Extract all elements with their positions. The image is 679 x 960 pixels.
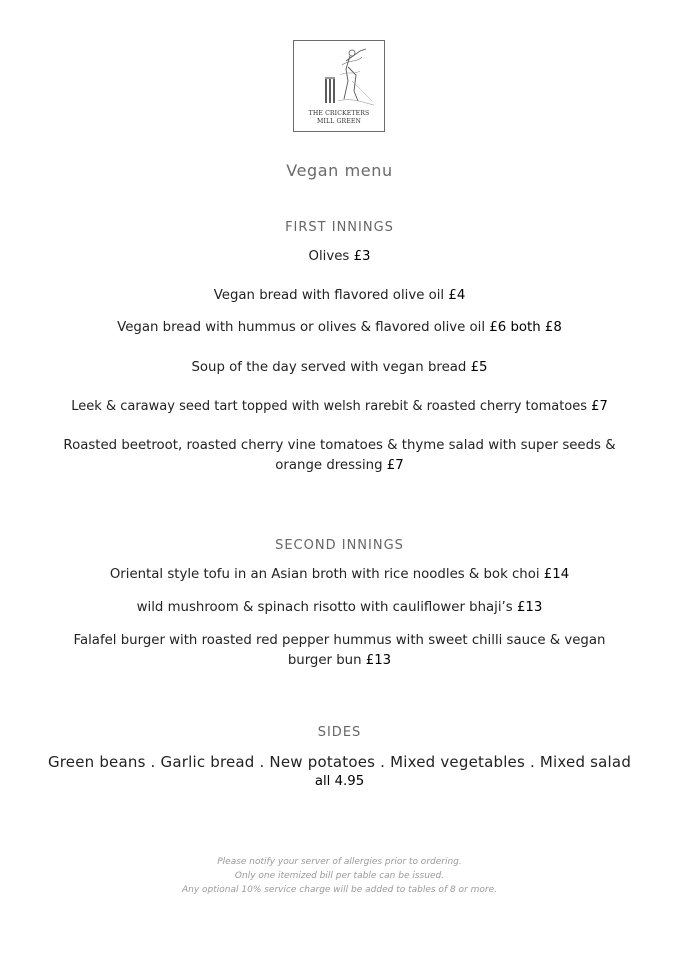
footer-note-bill: Only one itemized bill per table can be issued. [234,871,445,881]
logo-text-line2: MILL GREEN [316,118,361,125]
logo-text-line1: THE CRICKETERS [308,110,370,117]
menu-item [40,358,639,378]
menu-item-text: Roasted beetroot, roasted cherry vine tomatoes & thyme salad with super seeds & orange dressing [63,438,616,473]
menu-item-price: £14 [543,567,570,582]
menu-item-price: £5 [470,360,488,375]
footer-note-allergies: Please notify your server of allergies prior to ordering. [217,857,462,867]
sides-list: Green beans . Garlic bread . New potatoes . Mixed vegetables . Mixed salad [47,753,632,771]
menu-item-price: £3 [353,249,371,264]
menu-item [10,397,669,417]
menu-item-price: £7 [591,399,608,414]
menu-item-text: Vegan bread with hummus or olives & flavored olive oil [117,320,490,335]
section-heading-sides: SIDES [317,725,362,740]
menu-item-text: Leek & caraway seed tart topped with welsh rarebit & roasted cherry tomatoes [71,399,592,414]
menu-item-price: £7 [386,458,404,473]
footer-note-service-charge: Any optional 10% service charge will be added to tables of 8 or more. [181,885,497,895]
menu-item-price: £4 [448,288,466,303]
menu-item-price: £6 both £8 [489,320,562,335]
menu-item-text: Olives [308,249,354,264]
menu-item-price: £13 [365,653,392,668]
menu-item-text: Vegan bread with flavored olive oil [213,288,449,303]
menu-item-price: £13 [516,600,543,615]
menu-item [55,631,624,671]
menu-item [60,436,619,476]
menu-title: Vegan menu [286,161,393,180]
menu-item [40,286,639,306]
sides-price: all 4.95 [314,774,365,789]
menu-item [40,565,639,585]
menu-item-text: Falafel burger with roasted red pepper hummus with sweet chilli sauce & vegan burger bun [73,633,606,668]
menu-item-text: wild mushroom & spinach risotto with cauliflower bhaji’s [136,600,517,615]
menu-item [40,247,639,267]
menu-item-text: Soup of the day served with vegan bread [191,360,471,375]
menu-item [20,318,659,338]
restaurant-logo [293,40,385,132]
section-heading-second-innings: SECOND INNINGS [275,538,404,553]
menu-item-text: Oriental style tofu in an Asian broth with rice noodles & bok choi [109,567,544,582]
menu-item [40,598,639,618]
section-heading-first-innings: FIRST INNINGS [285,220,394,235]
